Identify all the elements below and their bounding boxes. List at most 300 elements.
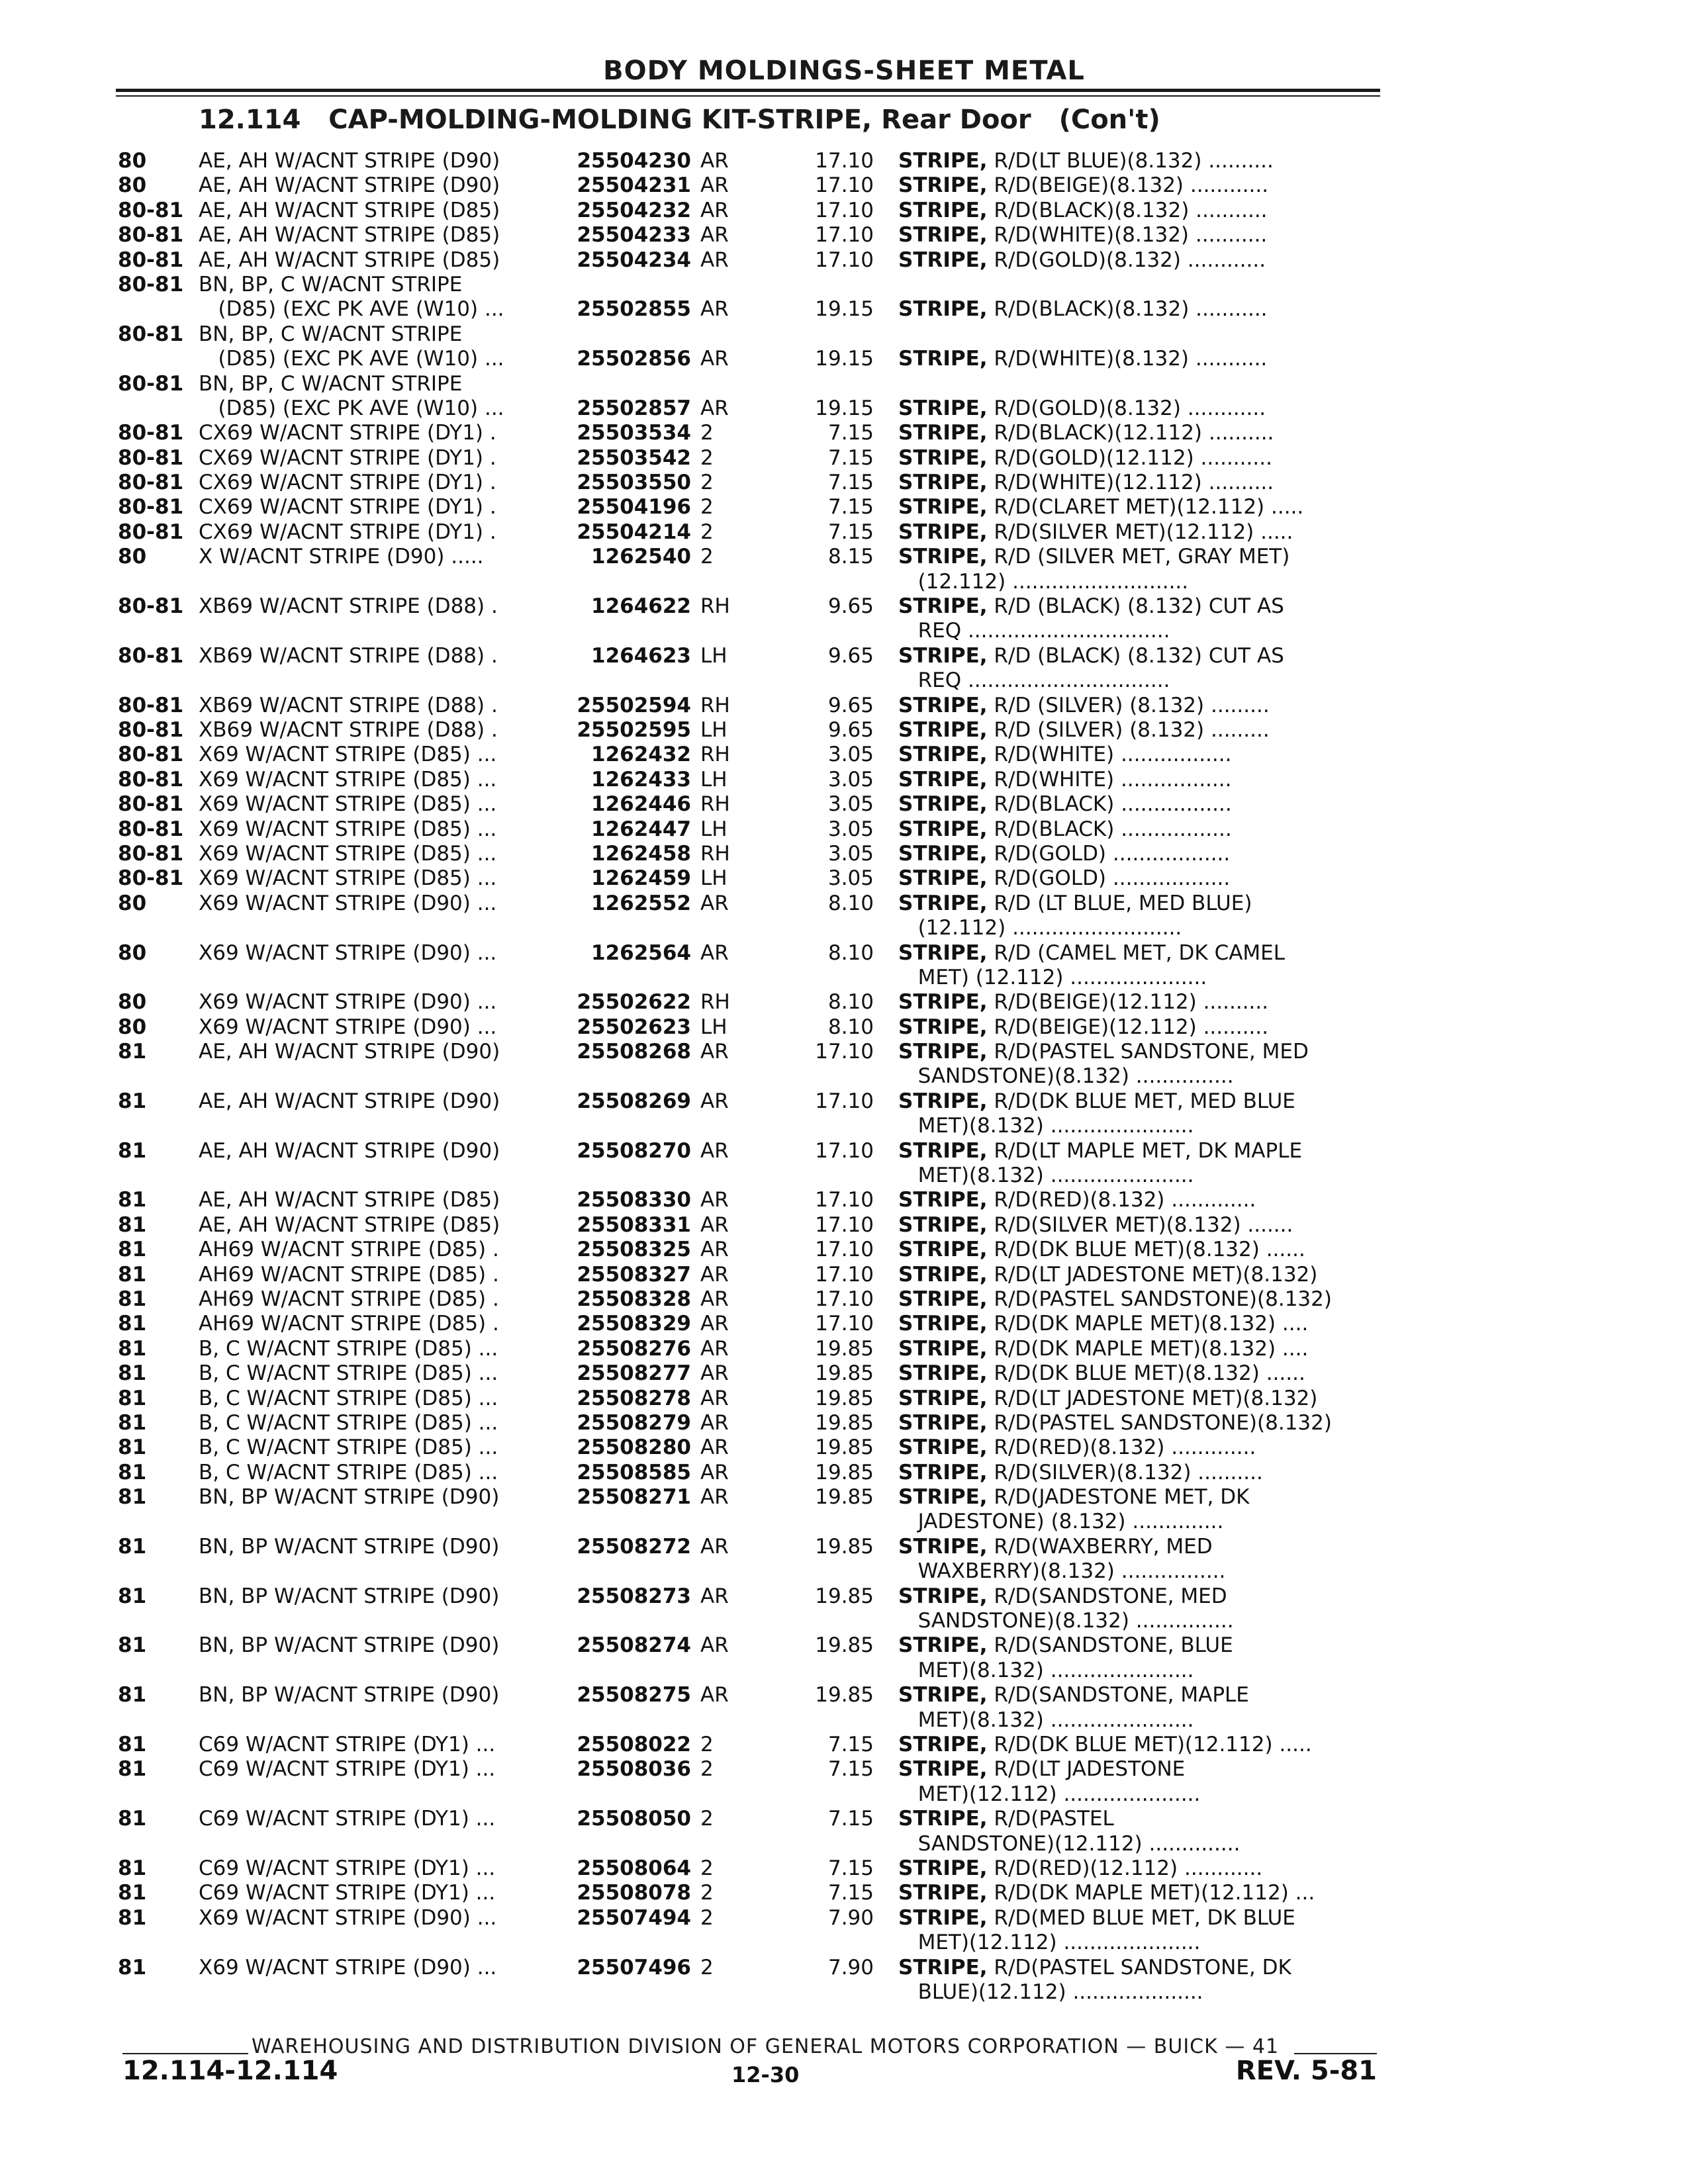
row-description-text: R/D(RED)(12.112) ............ <box>994 1856 1263 1880</box>
row-price: 19.85 <box>815 1361 874 1386</box>
row-quantity: 2 <box>700 1905 714 1930</box>
row-quantity: RH <box>700 792 730 817</box>
table-row <box>0 1213 1688 1238</box>
section-title: CAP-MOLDING-MOLDING KIT-STRIPE, Rear Door <box>328 105 1031 135</box>
row-description-text: R/D(LT MAPLE MET, DK MAPLE <box>994 1138 1303 1163</box>
row-model: AE, AH W/ACNT STRIPE (D85) <box>199 198 500 222</box>
table-row <box>0 545 1688 569</box>
row-description <box>898 1856 1380 1881</box>
row-model: C69 W/ACNT STRIPE (DY1) ... <box>199 1807 496 1831</box>
row-year: 81 <box>118 1040 147 1064</box>
row-year: 81 <box>118 1683 147 1707</box>
table-row <box>0 1757 1688 1782</box>
row-part-number: 1264622 <box>591 594 691 619</box>
row-year: 80 <box>118 990 147 1015</box>
row-part-number: 25508022 <box>577 1733 691 1756</box>
row-description <box>898 421 1380 445</box>
row-year: 80 <box>118 173 147 198</box>
row-quantity: AR <box>700 1089 729 1113</box>
row-part-number: 25508268 <box>577 1040 691 1064</box>
row-description <box>898 1114 1380 1138</box>
row-description-text: R/D(DK MAPLE MET)(8.132) .... <box>994 1336 1309 1361</box>
row-description <box>898 1881 1380 1905</box>
row-model: B, C W/ACNT STRIPE (D85) ... <box>199 1410 498 1435</box>
row-quantity: AR <box>700 940 729 965</box>
row-model: AE, AH W/ACNT STRIPE (D90) <box>199 1138 500 1163</box>
row-description-text: BLUE)(12.112) .................... <box>904 1979 1203 2004</box>
row-description-text: R/D(DK MAPLE MET)(12.112) ... <box>994 1881 1315 1905</box>
table-row <box>0 594 1688 619</box>
footer-note: WAREHOUSING AND DISTRIBUTION DIVISION OF GENERAL MOTORS CORPORATION — BUICK — 41 <box>252 2035 1280 2058</box>
row-description <box>898 891 1380 916</box>
row-description-text: R/D(GOLD) .................. <box>994 841 1231 866</box>
row-year: 80-81 <box>118 693 184 717</box>
row-quantity: 2 <box>700 471 714 495</box>
row-description-text: R/D(DK BLUE MET)(12.112) ..... <box>994 1733 1312 1756</box>
row-description <box>898 1411 1380 1435</box>
row-description <box>898 1906 1380 1931</box>
table-row <box>0 446 1688 471</box>
table-row <box>0 396 1688 421</box>
row-model: AE, AH W/ACNT STRIPE (D90) <box>199 149 500 173</box>
row-model: (D85) (EXC PK AVE (W10) ... <box>199 396 504 420</box>
row-description-bold: STRIPE, <box>898 545 988 569</box>
row-description <box>898 471 1380 495</box>
row-description <box>898 743 1380 767</box>
row-year: 81 <box>118 1188 147 1212</box>
row-year: 80-81 <box>118 767 184 792</box>
row-quantity: 2 <box>700 520 714 544</box>
row-description-text: R/D(BEIGE)(12.112) .......... <box>994 1015 1269 1039</box>
row-price: 17.10 <box>815 223 874 248</box>
table-row <box>0 1312 1688 1336</box>
row-part-number: 25508050 <box>577 1807 691 1831</box>
row-quantity: AR <box>700 1212 729 1237</box>
row-description <box>898 1188 1380 1212</box>
row-part-number: 25508276 <box>577 1336 691 1361</box>
row-year: 80 <box>118 149 147 173</box>
row-description <box>898 1510 1380 1534</box>
table-row <box>0 273 1688 297</box>
row-price: 8.15 <box>827 545 874 569</box>
table-row <box>0 817 1688 842</box>
table-row <box>0 990 1688 1015</box>
row-quantity: 2 <box>700 545 714 569</box>
row-description-bold: STRIPE, <box>898 1683 988 1707</box>
row-price: 8.10 <box>827 990 874 1015</box>
row-description-bold: STRIPE, <box>898 297 988 322</box>
row-model: (D85) (EXC PK AVE (W10) ... <box>199 347 504 371</box>
table-row <box>0 1906 1688 1931</box>
row-model: CX69 W/ACNT STRIPE (DY1) . <box>199 520 496 544</box>
table-row <box>0 297 1688 322</box>
row-description-text: R/D(WHITE)(12.112) .......... <box>994 471 1274 495</box>
row-description <box>898 1980 1380 2005</box>
table-row <box>0 322 1688 347</box>
row-description-text: R/D(RED)(8.132) ............. <box>994 1188 1256 1212</box>
row-description <box>898 842 1380 866</box>
row-description <box>898 990 1380 1015</box>
row-description-bold: STRIPE, <box>898 643 988 668</box>
row-quantity: AR <box>700 1188 729 1212</box>
row-description-bold: STRIPE, <box>898 1584 988 1608</box>
row-description <box>898 718 1380 743</box>
row-description <box>898 1956 1380 1980</box>
row-description <box>898 495 1380 520</box>
row-description-text: R/D(BLACK) ................. <box>994 792 1232 817</box>
row-price: 9.65 <box>827 693 874 717</box>
row-description <box>898 173 1380 198</box>
row-part-number: 1264623 <box>591 643 691 668</box>
row-price: 8.10 <box>827 940 874 965</box>
row-quantity: 2 <box>700 1733 714 1756</box>
row-description <box>898 149 1380 173</box>
row-description <box>898 1807 1380 1831</box>
section-heading <box>199 105 1179 135</box>
row-description-bold: STRIPE, <box>898 743 988 767</box>
row-description <box>898 1089 1380 1114</box>
row-price: 17.10 <box>815 1188 874 1212</box>
row-description-text: R/D(SANDSTONE, BLUE <box>994 1633 1233 1658</box>
table-row <box>0 471 1688 495</box>
row-model: BN, BP, C W/ACNT STRIPE <box>199 371 463 396</box>
row-description-text: SANDSTONE)(8.132) ............... <box>904 1609 1234 1633</box>
row-model: XB69 W/ACNT STRIPE (D88) . <box>199 594 498 619</box>
table-row <box>0 347 1688 371</box>
row-quantity: AR <box>700 396 729 420</box>
row-price: 17.10 <box>815 1138 874 1163</box>
row-description-text: SANDSTONE)(12.112) .............. <box>904 1831 1241 1856</box>
row-description-text: R/D(WHITE)(8.132) ........... <box>994 223 1268 248</box>
row-description-text: (12.112) .......................... <box>904 916 1182 940</box>
row-model: X69 W/ACNT STRIPE (D90) ... <box>199 990 497 1015</box>
row-price: 7.90 <box>827 1905 874 1930</box>
header-rule-thin <box>116 95 1380 97</box>
table-row <box>0 1461 1688 1485</box>
row-description-bold: STRIPE, <box>898 1410 988 1435</box>
row-description-text: R/D(DK MAPLE MET)(8.132) .... <box>994 1312 1309 1336</box>
row-model: CX69 W/ACNT STRIPE (DY1) . <box>199 445 496 470</box>
row-price: 19.15 <box>815 347 874 371</box>
row-description <box>898 1387 1380 1411</box>
row-description-text: R/D(BEIGE)(12.112) .......... <box>994 990 1269 1015</box>
row-part-number: 25508277 <box>577 1361 691 1386</box>
row-part-number: 25508273 <box>577 1584 691 1608</box>
row-part-number: 25507494 <box>577 1905 691 1930</box>
table-row <box>0 1287 1688 1312</box>
row-price: 17.10 <box>815 198 874 222</box>
row-year: 80-81 <box>118 643 184 668</box>
row-price: 7.15 <box>827 1807 874 1831</box>
table-row <box>0 1387 1688 1411</box>
row-model: XB69 W/ACNT STRIPE (D88) . <box>199 643 498 668</box>
row-description <box>898 1633 1380 1658</box>
table-row <box>0 1361 1688 1386</box>
row-description-text: REQ ............................... <box>904 668 1170 693</box>
row-description-bold: STRIPE, <box>898 1361 988 1386</box>
row-quantity: AR <box>700 297 729 322</box>
row-description <box>898 619 1380 643</box>
row-quantity: AR <box>700 1361 729 1386</box>
row-description <box>898 1361 1380 1386</box>
row-description-text: R/D(GOLD)(8.132) ............ <box>994 396 1266 420</box>
row-description-text: R/D(RED)(8.132) ............. <box>994 1435 1256 1460</box>
table-row <box>0 495 1688 520</box>
row-price: 19.85 <box>815 1435 874 1460</box>
row-year: 81 <box>118 1757 147 1782</box>
table-row <box>0 1064 1688 1089</box>
row-description-text: REQ ............................... <box>904 619 1170 643</box>
row-year: 81 <box>118 1435 147 1460</box>
row-description-bold: STRIPE, <box>898 396 988 420</box>
row-year: 81 <box>118 1881 147 1905</box>
row-description-bold: STRIPE, <box>898 940 988 965</box>
row-description <box>898 1609 1380 1633</box>
row-model: AH69 W/ACNT STRIPE (D85) . <box>199 1312 499 1336</box>
row-year: 80-81 <box>118 792 184 817</box>
row-model: XB69 W/ACNT STRIPE (D88) . <box>199 693 498 717</box>
row-year: 80-81 <box>118 371 184 396</box>
table-row <box>0 248 1688 273</box>
row-part-number: 25502594 <box>577 693 691 717</box>
row-description-text: R/D(GOLD) .................. <box>994 866 1231 891</box>
row-description <box>898 1015 1380 1040</box>
row-year: 80 <box>118 545 147 569</box>
row-model: XB69 W/ACNT STRIPE (D88) . <box>199 717 498 742</box>
section-continued: (Con't) <box>1058 105 1160 135</box>
table-row <box>0 520 1688 545</box>
row-description <box>898 1287 1380 1312</box>
table-row <box>0 1559 1688 1584</box>
row-description <box>898 1757 1380 1782</box>
row-description <box>898 694 1380 718</box>
table-row <box>0 866 1688 891</box>
row-description <box>898 1708 1380 1733</box>
table-row <box>0 421 1688 445</box>
row-quantity: AR <box>700 1336 729 1361</box>
row-quantity: AR <box>700 1485 729 1510</box>
row-model: C69 W/ACNT STRIPE (DY1) ... <box>199 1881 496 1905</box>
row-description-text: R/D (SILVER) (8.132) ......... <box>994 717 1270 742</box>
row-description-text: R/D(BLACK)(8.132) ........... <box>994 297 1268 322</box>
table-row <box>0 619 1688 643</box>
row-year: 80 <box>118 1015 147 1039</box>
row-description-text: R/D(SANDSTONE, MAPLE <box>994 1683 1249 1707</box>
row-part-number: 1262458 <box>591 841 691 866</box>
row-part-number: 25508278 <box>577 1386 691 1410</box>
row-quantity: 2 <box>700 1955 714 1979</box>
row-year: 81 <box>118 1807 147 1831</box>
row-description-text: JADESTONE) (8.132) .............. <box>904 1510 1224 1534</box>
row-description <box>898 1435 1380 1460</box>
row-quantity: AR <box>700 1410 729 1435</box>
footer-section-range: 12.114-12.114 <box>122 2056 338 2086</box>
row-description <box>898 668 1380 693</box>
row-model: B, C W/ACNT STRIPE (D85) ... <box>199 1435 498 1460</box>
row-quantity: 2 <box>700 421 714 445</box>
row-part-number: 1262552 <box>591 891 691 915</box>
row-description <box>898 1535 1380 1559</box>
row-description-text: R/D(GOLD)(8.132) ............ <box>994 248 1266 272</box>
row-part-number: 25503534 <box>577 421 691 445</box>
table-row <box>0 1832 1688 1856</box>
row-quantity: 2 <box>700 1757 714 1782</box>
row-year: 80-81 <box>118 272 184 296</box>
footer-revision: REV. 5-81 <box>1235 2056 1377 2086</box>
row-year: 81 <box>118 1138 147 1163</box>
row-description-text: R/D(SILVER)(8.132) .......... <box>994 1460 1263 1484</box>
row-part-number: 25508272 <box>577 1534 691 1559</box>
row-description <box>898 545 1380 569</box>
row-model: BN, BP W/ACNT STRIPE (D90) <box>199 1534 500 1559</box>
row-price: 17.10 <box>815 1040 874 1064</box>
row-model: AE, AH W/ACNT STRIPE (D85) <box>199 1188 500 1212</box>
row-description <box>898 1337 1380 1361</box>
table-row <box>0 768 1688 792</box>
parts-table <box>0 149 1688 2005</box>
row-quantity: AR <box>700 1386 729 1410</box>
row-year: 81 <box>118 1238 147 1262</box>
row-model: B, C W/ACNT STRIPE (D85) ... <box>199 1361 498 1386</box>
row-part-number: 25504231 <box>577 173 691 198</box>
row-description-bold: STRIPE, <box>898 990 988 1015</box>
row-description <box>898 446 1380 471</box>
row-year: 80-81 <box>118 717 184 742</box>
table-row <box>0 1238 1688 1262</box>
table-row <box>0 644 1688 668</box>
table-row <box>0 941 1688 966</box>
row-description-text: R/D(PASTEL <box>994 1807 1114 1831</box>
row-part-number: 25504196 <box>577 495 691 520</box>
row-description-text: R/D(LT JADESTONE MET)(8.132) <box>994 1386 1318 1410</box>
row-description-bold: STRIPE, <box>898 693 988 717</box>
row-price: 7.90 <box>827 1955 874 1979</box>
row-description <box>898 1832 1380 1856</box>
row-description <box>898 1733 1380 1757</box>
row-description-bold: STRIPE, <box>898 149 988 173</box>
row-price: 17.10 <box>815 1238 874 1262</box>
table-row <box>0 1089 1688 1114</box>
row-description-text: R/D(SILVER MET)(8.132) ....... <box>994 1212 1293 1237</box>
table-row <box>0 1485 1688 1510</box>
row-price: 3.05 <box>827 866 874 891</box>
row-description-text: R/D(SANDSTONE, MED <box>994 1584 1227 1608</box>
table-row <box>0 1188 1688 1212</box>
row-description-bold: STRIPE, <box>898 891 988 915</box>
row-part-number: 1262459 <box>591 866 691 891</box>
row-description <box>898 594 1380 619</box>
row-price: 3.05 <box>827 817 874 841</box>
row-description <box>898 817 1380 842</box>
row-part-number: 25508274 <box>577 1633 691 1658</box>
row-quantity: 2 <box>700 1881 714 1905</box>
row-description-text: R/D (SILVER) (8.132) ......... <box>994 693 1270 717</box>
row-description-text: WAXBERRY)(8.132) ................ <box>904 1559 1226 1584</box>
row-price: 7.15 <box>827 445 874 470</box>
row-part-number: 25503550 <box>577 471 691 495</box>
row-quantity: AR <box>700 1460 729 1484</box>
row-description-bold: STRIPE, <box>898 347 988 371</box>
row-description-bold: STRIPE, <box>898 1336 988 1361</box>
row-price: 17.10 <box>815 173 874 198</box>
row-description-bold: STRIPE, <box>898 223 988 248</box>
row-price: 19.15 <box>815 297 874 322</box>
row-description-text: SANDSTONE)(8.132) ............... <box>904 1064 1234 1089</box>
row-year: 80-81 <box>118 198 184 222</box>
row-price: 17.10 <box>815 1262 874 1287</box>
row-description-text: R/D(PASTEL SANDSTONE)(8.132) <box>994 1410 1332 1435</box>
row-description-bold: STRIPE, <box>898 1905 988 1930</box>
row-model: AE, AH W/ACNT STRIPE (D90) <box>199 1089 500 1113</box>
row-description-text: R/D(BLACK)(12.112) .......... <box>994 421 1274 445</box>
row-price: 17.10 <box>815 1212 874 1237</box>
row-description-text: R/D(LT JADESTONE MET)(8.132) <box>994 1262 1318 1287</box>
row-part-number: 1262564 <box>591 940 691 965</box>
row-price: 8.10 <box>827 891 874 915</box>
row-model: X69 W/ACNT STRIPE (D85) ... <box>199 767 497 792</box>
row-description-text: R/D (BLACK) (8.132) CUT AS <box>994 594 1284 619</box>
row-year: 80-81 <box>118 495 184 520</box>
row-quantity: AR <box>700 173 729 198</box>
row-part-number: 25508275 <box>577 1683 691 1707</box>
row-description <box>898 966 1380 990</box>
row-part-number: 25508331 <box>577 1212 691 1237</box>
row-year: 81 <box>118 1386 147 1410</box>
table-row <box>0 1881 1688 1905</box>
table-row <box>0 149 1688 173</box>
row-part-number: 25502623 <box>577 1015 691 1039</box>
row-description-bold: STRIPE, <box>898 1534 988 1559</box>
row-quantity: AR <box>700 223 729 248</box>
row-price: 3.05 <box>827 792 874 817</box>
row-price: 3.05 <box>827 767 874 792</box>
row-year: 80-81 <box>118 594 184 619</box>
row-description-bold: STRIPE, <box>898 1435 988 1460</box>
row-description <box>898 347 1380 371</box>
row-part-number: 25502855 <box>577 297 691 322</box>
table-row <box>0 1931 1688 1955</box>
row-description-text: R/D(DK BLUE MET)(8.132) ...... <box>994 1361 1305 1386</box>
footer-rule-right <box>1294 2053 1377 2054</box>
row-part-number: 1262433 <box>591 767 691 792</box>
row-description <box>898 248 1380 273</box>
row-description-bold: STRIPE, <box>898 1015 988 1039</box>
table-row <box>0 372 1688 396</box>
row-description <box>898 1213 1380 1238</box>
row-description-text: R/D(DK BLUE MET)(8.132) ...... <box>994 1238 1305 1262</box>
row-year: 81 <box>118 1336 147 1361</box>
row-year: 80-81 <box>118 471 184 495</box>
row-description-text: R/D(WHITE)(8.132) ........... <box>994 347 1268 371</box>
row-description-bold: STRIPE, <box>898 1856 988 1880</box>
table-row <box>0 1659 1688 1683</box>
row-description-bold: STRIPE, <box>898 198 988 222</box>
row-price: 3.05 <box>827 841 874 866</box>
row-description <box>898 768 1380 792</box>
row-model: CX69 W/ACNT STRIPE (DY1) . <box>199 421 496 445</box>
row-quantity: AR <box>700 1584 729 1608</box>
table-row <box>0 694 1688 718</box>
row-quantity: AR <box>700 149 729 173</box>
row-description-text: R/D(JADESTONE MET, DK <box>994 1485 1250 1510</box>
row-year: 81 <box>118 1733 147 1756</box>
row-description <box>898 644 1380 668</box>
row-year: 80-81 <box>118 445 184 470</box>
row-description-text: R/D(WHITE) ................. <box>994 743 1232 767</box>
row-description <box>898 1931 1380 1955</box>
row-part-number: 25502622 <box>577 990 691 1015</box>
row-model: C69 W/ACNT STRIPE (DY1) ... <box>199 1733 496 1756</box>
